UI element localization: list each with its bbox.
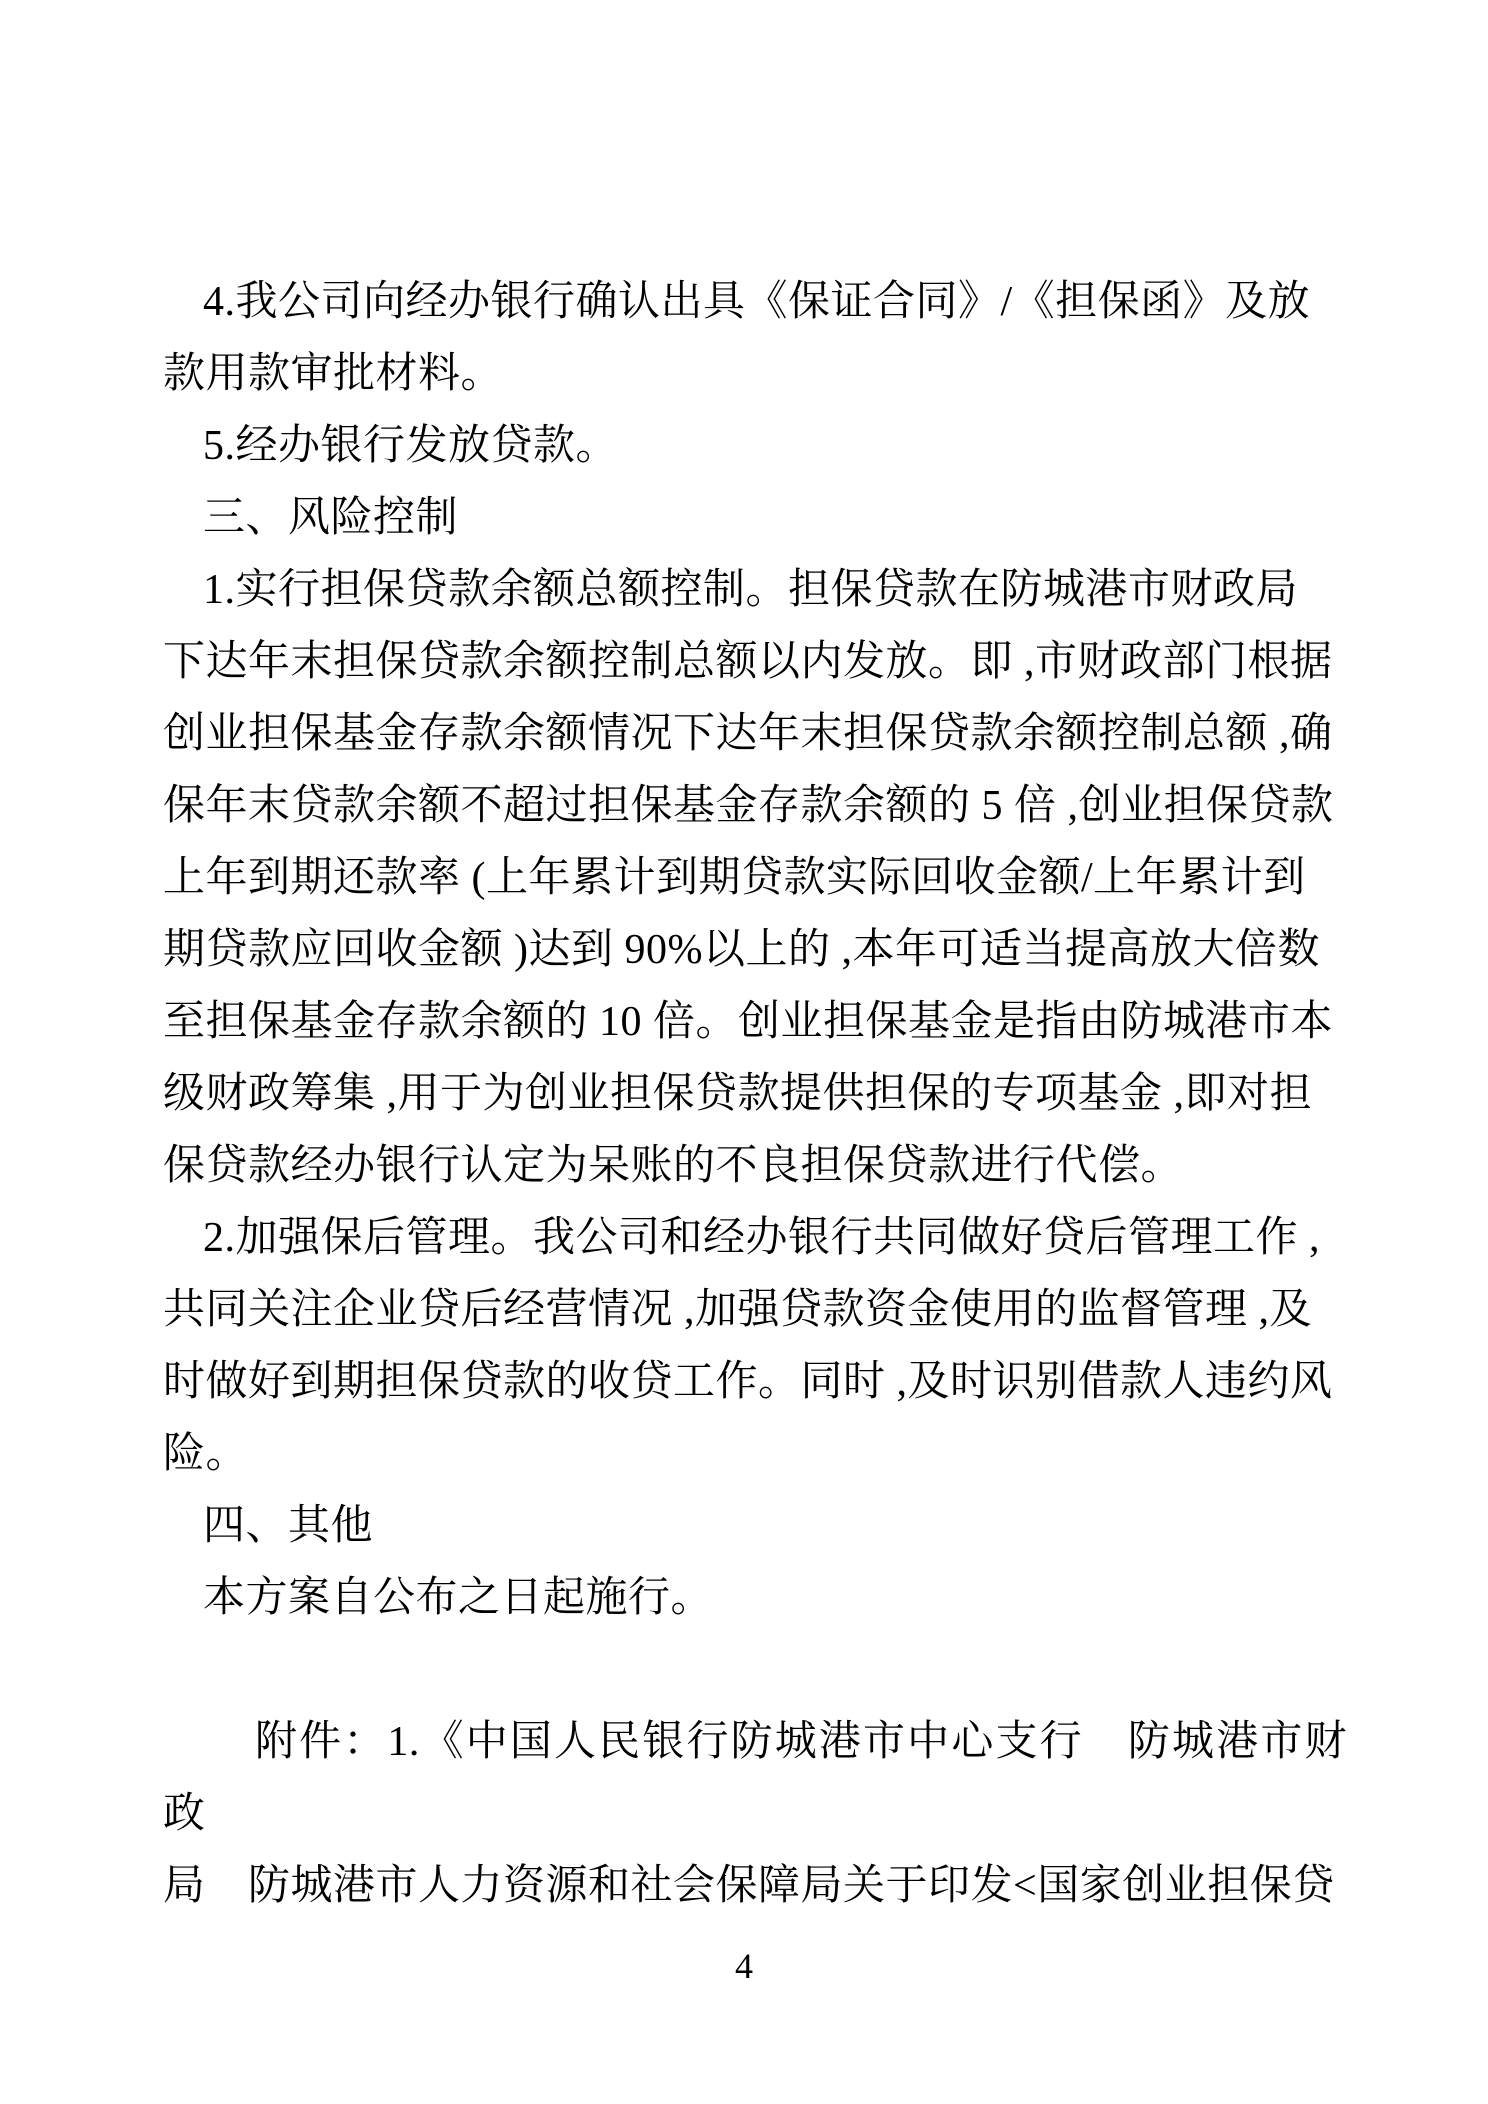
text-line: 款用款审批材料。 [163,351,504,397]
text-line: 1.实行担保贷款余额总额控制。担保贷款在防城港市财政局 [203,567,1299,613]
text-line: 5.经办银行发放贷款。 [203,423,619,469]
text-line: 附件：1.《中国人民银行防城港市中心支行 防城港市财政 [163,1719,1347,1837]
text-line: 四、其他 [203,1503,374,1549]
text-line: 2.加强保后管理。我公司和经办银行共同做好贷后管理工作 , [203,1215,1321,1261]
text-line: 三、风险控制 [203,495,459,541]
text-line: 创业担保基金存款余额情况下达年末担保贷款余额控制总额 ,确 [163,711,1333,757]
text-line: 险。 [163,1431,249,1477]
text-line: 共同关注企业贷后经营情况 ,加强贷款资金使用的监督管理 ,及 [163,1287,1313,1333]
text-line: 期贷款应回收金额 )达到 90%以上的 ,本年可适当提高放大倍数 [163,927,1320,973]
text-line: 4.我公司向经办银行确认出具《保证合同》/《担保函》及放 [203,279,1311,325]
blank-line [163,1634,1347,1706]
page-number: 4 [735,1946,753,1986]
text-line: 保年末贷款余额不超过担保基金存款余额的 5 倍 ,创业担保贷款 [163,783,1334,829]
text-line: 上年到期还款率 (上年累计到期贷款实际回收金额/上年累计到 [163,855,1306,901]
text-line: 级财政筹集 ,用于为创业担保贷款提供担保的专项基金 ,即对担 [163,1071,1313,1117]
text-line: 时做好到期担保贷款的收贷工作。同时 ,及时识别借款人违约风 [163,1359,1333,1405]
text-line: 至担保基金存款余额的 10 倍。创业担保基金是指由防城港市本 [163,999,1334,1045]
text-line: 局 防城港市人力资源和社会保障局关于印发<国家创业担保贷 [163,1863,1335,1909]
text-line: 下达年末担保贷款余额控制总额以内发放。即 ,市财政部门根据 [163,639,1333,685]
text-line: 保贷款经办银行认定为呆账的不良担保贷款进行代偿。 [163,1143,1184,1189]
text-line: 本方案自公布之日起施行。 [203,1575,714,1621]
document-body [163,266,1347,1922]
page-footer [0,1942,1488,1990]
